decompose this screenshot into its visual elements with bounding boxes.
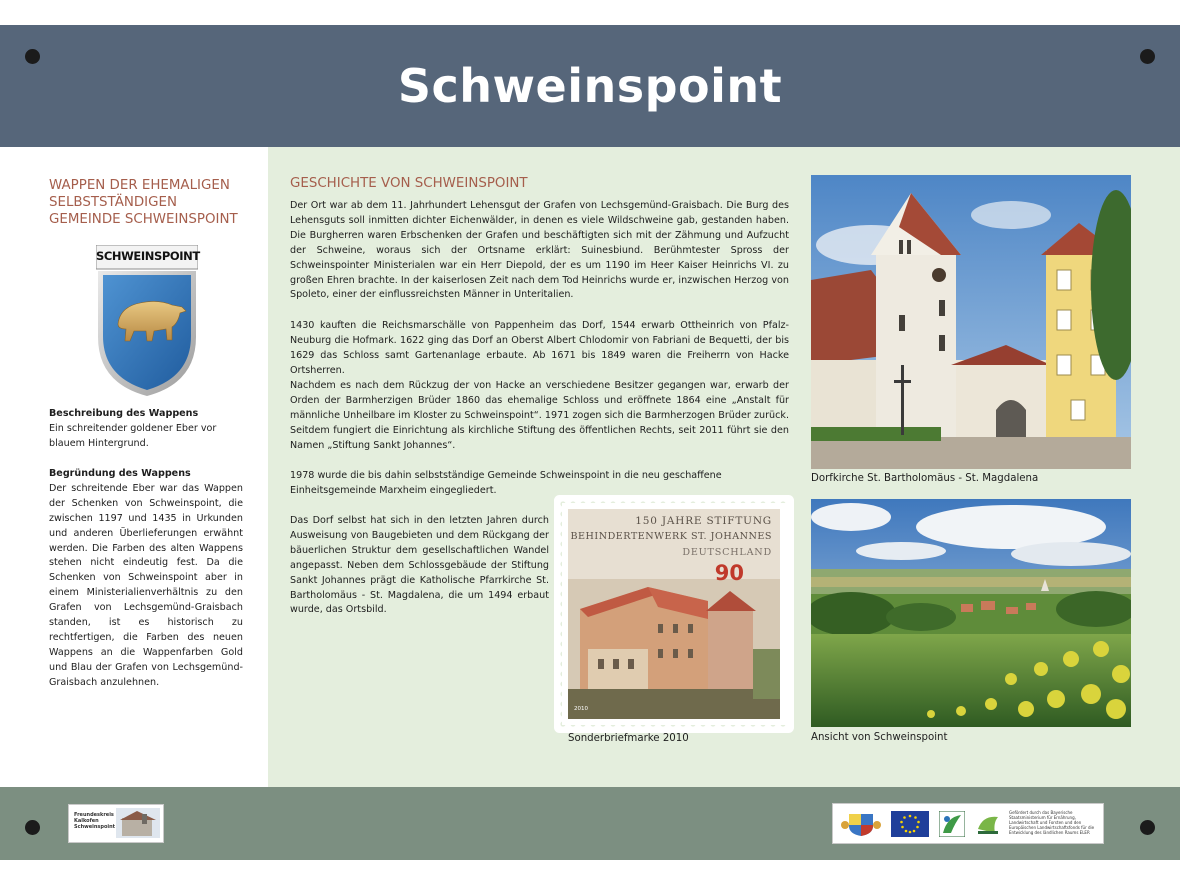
region-logo-icon [975,811,1001,837]
church-caption: Dorfkirche St. Bartholomäus - St. Magdalena [811,473,1039,484]
coat-of-arms-shield [96,245,198,397]
village-view-caption: Ansicht von Schweinspoint [811,732,948,743]
coat-of-arms-heading: WAPPEN DER EHEMALIGEN SELBSTSTÄNDIGEN GEMEINDE SCHWEINSPOINT [49,178,238,227]
stamp-line-1: 150 JAHRE STIFTUNG [635,515,772,527]
screw-top-left [25,49,40,64]
freundeskreis-logo-text: Freundeskreis Kalkofen Schweinspoint [74,812,116,830]
title-banner [0,25,1180,147]
stamp-line-2: BEHINDERTENWERK ST. JOHANNES [570,531,772,542]
stamp-value: 90 [714,561,744,585]
bavaria-coat-icon [839,811,883,837]
leader-logo-icon [939,811,965,837]
screw-bottom-left [25,820,40,835]
screw-top-right [1140,49,1155,64]
stamp-country: DEUTSCHLAND [682,547,772,558]
description-title: Beschreibung des Wappens [49,408,199,419]
reason-text: Der schreitende Eber war das Wappen der Schenken von Schweinspoint, die zwischen 1197 und 1435 in Urkunden und anderen Überlieferungen erwähnt werden. Die Farben des alten Wappens stehen nicht eindeutig fest. Da die Schenken von Schweinspoint aber in einem Ministerialienverhältnis zu den Grafen von Lechsgemünd-Graisbach standen, ist es historisch zu rechtfertigen, die Farben des neuen Wappens an die Wappenfarben Gold und Blau der Grafen von Lechsgemünd-Graisbach anzulehnen. [49,482,243,688]
history-paragraph-4: 1978 wurde die bis dahin selbstständige Gemeinde Schweinspoint in die neu geschaffene Einheitsgemeinde Marxheim eingegliedert. [290,470,722,496]
funding-text: Gefördert durch das Bayerische Staatsministerium für Ernährung, Landwirtschaft und Forsten und den Europäischen Landwirtschaftsfonds für die Entwicklung des ländlichen Raums ELER [1009,810,1095,835]
coat-of-arms-reason [49,467,243,691]
shield-label: SCHWEINSPOINT [96,249,200,263]
history-paragraph-1: Der Ort war ab dem 11. Jahrhundert Lehensgut der Grafen von Lechsgemünd-Graisbach. Die Burg des Lehensguts soll inmitten dichter Eichenwälder, in denen es viele Wildschweine gab, gestanden haben. Die Burgherren waren Erbschenken der Grafen und beschäftigten sich mit der Zähmung und Aufzucht der Schweine, woraus sich der Ortsname erklärt: Suinesbiund. Berühmtester Spross der Schweinspointer Ministerialen war ein Herr Diepold, der es um 1190 im Heer Kaiser Heinrichs VI. zu großen Ehren brachte. In der kaiserlosen Zeit nach dem Tod Heinrichs wurde er, inzwischen Herzog von Spoleto, einer der einflussreichsten Männer in Unteritalien. [290,200,789,301]
freundeskreis-logo [68,804,164,843]
history-paragraph-5: Das Dorf selbst hat sich in den letzten Jahren durch Ausweisung von Baugebieten und dem Rückgang der bäuerlichen Struktur dem gesellschaftlichen Wandel angepasst. Neben dem Schlossgebäude der Stiftung Sankt Johannes prägt die Katholische Pfarrkirche St. Bartholomäus - St. Magdalena, die um 1494 erbaut wurde, das Ortsbild. [290,515,549,616]
stamp-caption: Sonderbriefmarke 2010 [568,733,689,744]
village-view-photo [811,499,1131,727]
description-text: Ein schreitender goldener Eber vor blauem Hintergrund. [49,422,217,449]
reason-title: Begründung des Wappens [49,468,191,479]
history-paragraph-2: 1430 kauften die Reichsmarschälle von Pappenheim das Dorf, 1544 erwarb Ottheinrich von Pfalz-Neuburg die Hofmark. 1622 ging das Dorf an Oberst Albert Chlodomir von Fabriani de Bequetti, der bis 1629 das Schloss samt Gartenanlage erbaute. Ab 1671 bis 1849 waren die Freiherrn von Hacke Ortsherren. [290,320,789,376]
page-title: Schweinspoint [397,59,783,113]
coat-of-arms-description [49,407,245,452]
postage-stamp [558,499,790,729]
eu-flag-icon [891,811,929,837]
church-photo [811,175,1131,469]
screw-bottom-right [1140,820,1155,835]
history-heading: GESCHICHTE VON SCHWEINSPOINT [290,176,528,191]
funding-logos [832,803,1104,844]
stamp-year: 2010 [574,706,588,712]
history-paragraph-3: Nachdem es nach dem Rückzug der von Hacke an verschiedene Besitzer gegangen war, erwarb der Orden der Barmherzigen Brüder 1860 das ehemalige Schloss und eröffnete 1864 eine „Anstalt für männliche Unheilbare im Kloster zu Schweinspoint“. 1971 zogen sich die Barmherzogen Brüder zurück. Seitdem fungiert die Einrichtung als kirchliche Stiftung des öffentlichen Rechts, seit 2011 führt sie den Namen „Stiftung Sankt Johannes“. [290,380,789,451]
